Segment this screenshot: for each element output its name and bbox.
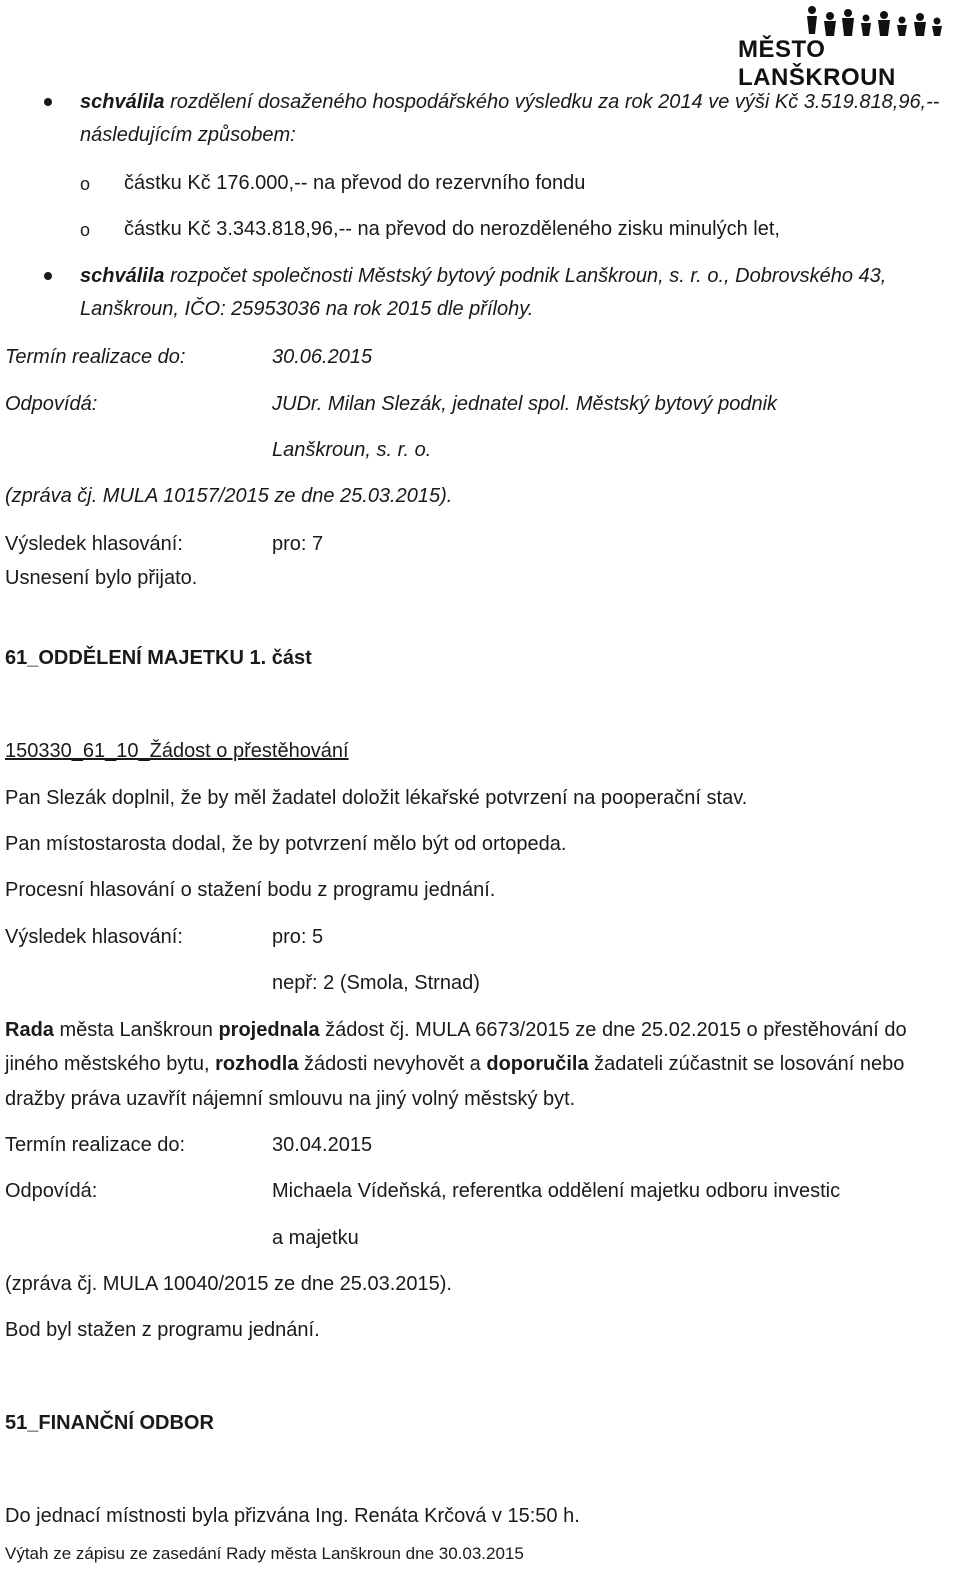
sub1-marker: o: [80, 174, 91, 194]
resolution-line1: [5, 1018, 907, 1042]
logo-text: MĚSTO LANŠKROUN: [738, 36, 896, 91]
paragraph-invited: Do jednací místnosti byla přizvána Ing. Renáta Krčová v 15:50 h.: [5, 1505, 580, 1527]
resolution-accepted: Usnesení bylo přijato.: [5, 567, 198, 589]
vote-label: Výsledek hlasování:: [5, 926, 183, 948]
responsible-label: Odpovídá:: [5, 1180, 98, 1202]
deadline-label: Termín realizace do:: [5, 1134, 186, 1156]
resolution-text: žádost čj. MULA 6673/2015 ze dne 25.02.2015 o přestěhování do: [319, 1019, 907, 1041]
resolution-bold-doporucila: doporučila: [486, 1053, 589, 1075]
bullet-icon: [44, 98, 52, 106]
responsible-line2: a majetku: [272, 1227, 359, 1249]
responsible-label: Odpovídá:: [5, 393, 98, 415]
resolution-bold-rada: Rada: [5, 1019, 54, 1041]
resolution-line2: [5, 1052, 904, 1076]
paragraph-1: Pan Slezák doplnil, že by měl žadatel doložit lékařské potvrzení na pooperační stav.: [5, 787, 748, 809]
resolution-text: jiného městského bytu,: [5, 1053, 216, 1075]
resolution-text: města Lanškroun: [53, 1019, 219, 1041]
report-reference: (zpráva čj. MULA 10040/2015 ze dne 25.03.2015).: [5, 1273, 452, 1295]
logo-figures-icon: [804, 4, 954, 38]
deadline-value: 30.04.2015: [272, 1134, 373, 1156]
deadline-label: Termín realizace do:: [5, 346, 186, 368]
bullet2-text: rozpočet společnosti Městský bytový podnik Lanškroun, s. r. o., Dobrovského 43,: [164, 265, 887, 287]
bullet1-bold: schválila: [80, 91, 165, 113]
vote-label: Výsledek hlasování:: [5, 533, 183, 555]
vote-against: nepř: 2 (Smola, Strnad): [272, 972, 480, 994]
resolution-bold-projednala: projednala: [218, 1019, 320, 1041]
city-logo: [738, 4, 958, 91]
bullet2-line2: Lanškroun, IČO: 25953036 na rok 2015 dle přílohy.: [80, 298, 534, 320]
report-reference: (zpráva čj. MULA 10157/2015 ze dne 25.03.2015).: [5, 485, 453, 507]
sub2-text: částku Kč 3.343.818,96,-- na převod do nerozděleného zisku minulých let,: [124, 218, 780, 240]
page-footer: Výtah ze zápisu ze zasedání Rady města Lanškroun dne 30.03.2015: [5, 1544, 524, 1563]
bullet2-bold: schválila: [80, 265, 165, 287]
sub1-text: částku Kč 176.000,-- na převod do rezervního fondu: [124, 172, 586, 194]
bullet1-line1: [80, 90, 939, 114]
bullet1-text: rozdělení dosaženého hospodářského výsledku za rok 2014 ve výši Kč 3.519.818,96,--: [164, 91, 940, 113]
resolution-bold-rozhodla: rozhodla: [215, 1053, 299, 1075]
deadline-value: 30.06.2015: [272, 346, 373, 368]
responsible-line1: Michaela Vídeňská, referentka oddělení majetku odboru investic: [272, 1180, 841, 1202]
responsible-line1: JUDr. Milan Slezák, jednatel spol. Městský bytový podnik: [272, 393, 778, 415]
bullet1-line2: následujícím způsobem:: [80, 124, 296, 146]
vote-for: pro: 5: [272, 926, 324, 948]
bullet-icon: [44, 272, 52, 280]
bullet2-line1: [80, 264, 886, 288]
responsible-line2: Lanškroun, s. r. o.: [272, 439, 432, 461]
resolution-line3: dražby práva uzavřít nájemní smlouvu na jiný volný městský byt.: [5, 1088, 576, 1110]
resolution-text: žadateli zúčastnit se losování nebo: [588, 1053, 905, 1075]
sub2-marker: o: [80, 220, 91, 240]
resolution-text: žádosti nevyhovět a: [298, 1053, 487, 1075]
item-title: 150330_61_10_Žádost o přestěhování: [5, 740, 349, 762]
section-heading-property: 61_ODDĚLENÍ MAJETKU 1. část: [5, 647, 312, 669]
item-withdrawn: Bod byl stažen z programu jednání.: [5, 1319, 320, 1341]
paragraph-2: Pan místostarosta dodal, že by potvrzení mělo být od ortopeda.: [5, 833, 567, 855]
vote-value: pro: 7: [272, 533, 324, 555]
section-heading-finance: 51_FINANČNÍ ODBOR: [5, 1412, 214, 1434]
paragraph-3: Procesní hlasování o stažení bodu z programu jednání.: [5, 879, 496, 901]
